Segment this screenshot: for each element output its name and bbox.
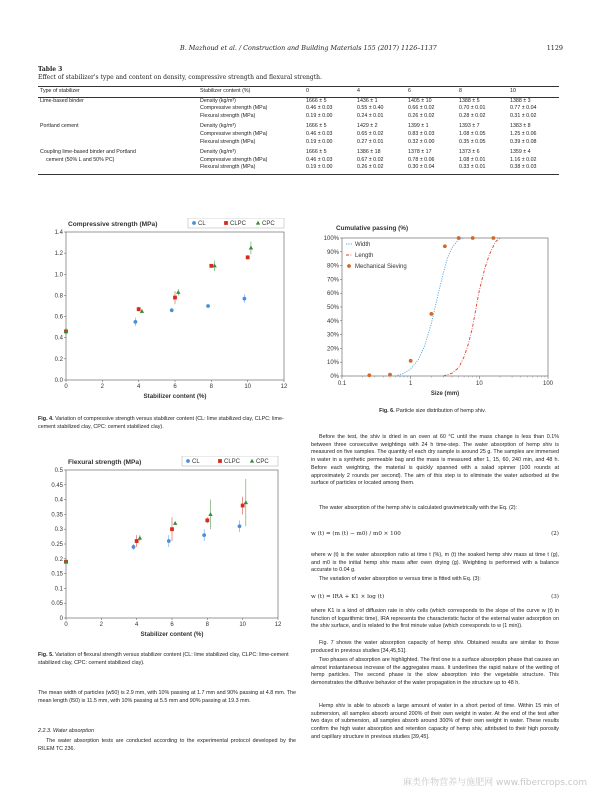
table-cell: 0.55 ± 0.40 xyxy=(357,105,384,112)
series-line xyxy=(395,238,464,376)
legend-label: CLPC xyxy=(224,459,241,466)
chart-title: Cumulative passing (%) xyxy=(336,225,409,232)
table-cell: 1386 ± 18 xyxy=(357,149,381,156)
y-tick-label: 40% xyxy=(326,318,339,325)
x-tick-label: 2 xyxy=(100,384,105,390)
data-point xyxy=(238,524,242,528)
column-header: Type of stabilizer xyxy=(38,87,198,98)
table-cell: Flexural strength (MPa) xyxy=(198,164,304,174)
legend-marker xyxy=(224,221,228,225)
table-cell: 0.33 ± 0.01 xyxy=(457,164,508,174)
table-cell: 1383 ± 8 xyxy=(510,123,531,130)
fig6-caption xyxy=(306,408,559,416)
x-tick-label: 0 xyxy=(64,622,68,628)
y-tick-label: 10% xyxy=(326,360,339,367)
y-tick-label: 20% xyxy=(326,346,339,353)
table-cell: Portland cement xyxy=(40,123,79,130)
y-tick-label: 50% xyxy=(326,305,339,311)
compressive-strength-chart xyxy=(34,218,296,408)
table-cell: 1436 ± 1 xyxy=(357,97,378,104)
data-point xyxy=(170,308,174,312)
table-cell xyxy=(38,105,198,113)
table-cell: Compressive strength (MPa) xyxy=(200,156,268,163)
table-cell: Flexural strength (MPa) xyxy=(200,138,256,145)
data-point xyxy=(249,246,253,250)
x-tick-label: 12 xyxy=(280,384,288,390)
chart-title: Compressive strength (MPa) xyxy=(68,221,158,228)
journal-citation: B. Mazhoud et al. / Construction and Building Materials 155 (2017) 1126–1137 xyxy=(180,44,437,52)
table-cell: 0.65 ± 0.02 xyxy=(357,130,384,137)
x-tick-label: 100 xyxy=(542,381,554,387)
y-tick-label: 0 xyxy=(59,616,63,622)
y-tick-label: 0.05 xyxy=(51,601,63,608)
table-cell: 1393 ± 7 xyxy=(459,123,480,130)
flexural-strength-chart xyxy=(28,456,296,646)
y-tick-label: 100% xyxy=(323,236,339,242)
table-caption xyxy=(38,66,322,82)
y-tick-label: 70% xyxy=(326,277,339,284)
x-tick-label: 10 xyxy=(239,622,247,628)
series-CL xyxy=(64,294,246,334)
table-cell: Density (kg/m³) xyxy=(200,97,236,104)
y-tick-label: 80% xyxy=(326,263,339,270)
chart-title: Flexural strength (MPa) xyxy=(68,459,142,466)
table-row xyxy=(38,131,559,139)
legend-label: Length xyxy=(355,253,374,259)
right-paragraph-3: where w (t) is the water absorption ratio at time t (%), m (t) the soaked hemp shiv mass at time t (g), and m0 is the initial hemp shiv mass after oven drying (g). Weighting is performed with a balance accurate to 0.04 g. xyxy=(311,552,559,574)
y-tick-label: 0.25 xyxy=(51,542,63,548)
table-body xyxy=(38,97,559,174)
legend-label: Width xyxy=(355,242,371,248)
section-heading: 2.2.3. Water absorption xyxy=(38,728,94,734)
column-header: 0 xyxy=(304,87,355,98)
series-CLPC xyxy=(64,497,244,564)
data-point xyxy=(206,304,210,308)
table-cell: 0.39 ± 0.08 xyxy=(510,138,537,145)
table-cell: 0.70 ± 0.01 xyxy=(459,105,486,112)
legend-label: Mechanical Sieving xyxy=(355,264,407,270)
data-point xyxy=(202,533,206,537)
column-header: 8 xyxy=(457,87,508,98)
table-row xyxy=(38,157,559,165)
data-point xyxy=(205,518,209,522)
data-point xyxy=(244,500,248,504)
data-point xyxy=(429,312,433,316)
table-cell: 0.35 ± 0.05 xyxy=(459,138,486,145)
data-point xyxy=(138,536,142,540)
data-point xyxy=(242,297,246,301)
column-header: 10 xyxy=(508,87,559,98)
series-CPC xyxy=(64,242,253,335)
table-cell xyxy=(38,113,198,121)
y-tick-label: 0.1 xyxy=(54,586,63,593)
table-cell: 0.26 ± 0.02 xyxy=(408,112,435,119)
fig4-label: Fig. 4. xyxy=(38,416,54,422)
table-cell: 0.66 ± 0.02 xyxy=(408,105,435,112)
table-cell: 1388 ± 5 xyxy=(459,97,480,104)
series-CPC xyxy=(64,479,248,563)
table-cell: 0.19 ± 0.00 xyxy=(306,138,333,145)
table-cell: 1405 ± 10 xyxy=(408,97,432,104)
y-tick-label: 0.5 xyxy=(54,468,63,474)
table-cell: 1.08 ± 0.01 xyxy=(459,156,486,163)
watermark: 麻类作物营养与施肥网 www.fibercrops.com xyxy=(403,778,587,788)
data-point xyxy=(241,504,245,508)
table-cell: 1378 ± 17 xyxy=(408,149,432,156)
x-tick-label: 8 xyxy=(205,622,210,628)
table-cell: 0.27 ± 0.01 xyxy=(357,138,384,145)
x-tick-label: 0 xyxy=(64,384,68,390)
table-cell: 0.31 ± 0.02 xyxy=(510,112,537,119)
left-paragraph-1: The mean width of particles (w50) is 2.9 mm, with 10% passing at 1.7 mm and 90% passing at 4.8 mm. The mean length (l50) is 11.5 mm, with 10% passing at 5.5 mm and 90% passing at 19.3 mm. xyxy=(38,690,296,704)
right-paragraph-6: Fig. 7 shows the water absorption capacity of hemp shiv. Obtained results are similar to those produced in previous studies [34,45,51]. xyxy=(311,640,559,654)
table-cell: 0.46 ± 0.03 xyxy=(306,156,333,163)
series-CL xyxy=(64,520,241,563)
x-tick-label: 4 xyxy=(136,384,141,390)
table-cell: 0.78 ± 0.06 xyxy=(408,156,435,163)
table-cell: 0.77 ± 0.04 xyxy=(510,105,537,112)
y-tick-label: 60% xyxy=(326,291,339,298)
data-point xyxy=(409,359,413,363)
table-cell: 0.28 ± 0.02 xyxy=(459,112,486,119)
legend-marker xyxy=(186,459,190,463)
fig5-label: Fig. 5. xyxy=(38,652,54,658)
table-cell: 0.30 ± 0.04 xyxy=(406,164,457,174)
table-cell: 0.26 ± 0.02 xyxy=(355,164,406,174)
page-number: 1129 xyxy=(546,44,563,52)
table-cell: 1373 ± 6 xyxy=(459,149,480,156)
data-point xyxy=(457,236,461,240)
table-cell: 1.08 ± 0.05 xyxy=(459,130,486,137)
table-cell: Compressive strength (MPa) xyxy=(200,105,268,112)
table-row xyxy=(38,105,559,113)
table-cell: Flexural strength (MPa) xyxy=(200,112,256,119)
y-tick-label: 0.2 xyxy=(54,556,63,563)
table-cell: 1359 ± 4 xyxy=(510,149,531,156)
y-tick-label: 0.2 xyxy=(54,356,63,363)
x-tick-label: 10 xyxy=(475,381,483,387)
x-tick-label: 0.1 xyxy=(337,381,347,387)
y-tick-label: 30% xyxy=(326,332,339,339)
table-cell: 0.46 ± 0.03 xyxy=(306,105,333,112)
fig6-caption-text: Particle size distribution of hemp shiv. xyxy=(396,408,486,414)
y-tick-label: 1.2 xyxy=(54,251,63,258)
x-tick-label: 1 xyxy=(408,381,413,387)
data-table xyxy=(38,86,559,175)
y-tick-label: 0.4 xyxy=(54,335,63,342)
data-point xyxy=(133,320,137,324)
data-point xyxy=(388,373,392,377)
y-tick-label: 0.0 xyxy=(54,378,63,384)
column-header: 6 xyxy=(406,87,457,98)
left-paragraph-2: The water absorption tests are conducted according to the experimental protocol developed by the RILEM TC 236. xyxy=(38,738,296,752)
data-point xyxy=(167,539,171,543)
equation-2-number: (2) xyxy=(551,531,559,537)
right-paragraph-8: Hemp shiv is able to absorb a large amount of water in a short period of time. Within 15 min of submersion, all samples absorb around 200% of their own weight in water. At the end of the test after two days of submersion, all samples absorb around 300% of their own weight in water. These results confirm the high water absorption and retention capacity of hemp shiv, attributed to their high porosity and capillary structure in previous studies [39,45]. xyxy=(311,703,559,740)
table-row xyxy=(38,139,559,147)
y-tick-label: 90% xyxy=(326,249,339,256)
x-tick-label: 10 xyxy=(244,384,252,390)
data-point xyxy=(208,512,212,516)
fig4-caption xyxy=(38,416,296,431)
series-CLPC xyxy=(64,255,249,334)
fig6-label: Fig. 6. xyxy=(379,408,395,414)
table-cell: 1666 ± 5 xyxy=(306,97,327,104)
table-row xyxy=(38,120,559,131)
table-cell xyxy=(38,139,198,147)
table-cell: Density (kg/m³) xyxy=(200,149,236,156)
y-tick-label: 1.4 xyxy=(54,230,63,236)
data-point xyxy=(173,296,177,300)
x-tick-label: 4 xyxy=(134,622,139,628)
table-cell: 0.83 ± 0.03 xyxy=(408,130,435,137)
table-cell: Density (kg/m³) xyxy=(200,123,236,130)
x-axis-label: Stabilizer content (%) xyxy=(140,631,204,638)
y-tick-label: 0.35 xyxy=(51,512,63,519)
equation-2-text: w (t) = (m (t) − m0) / m0 × 100 xyxy=(311,531,401,537)
y-tick-label: 0.4 xyxy=(54,497,63,504)
y-tick-label: 0.15 xyxy=(51,571,63,578)
x-tick-label: 6 xyxy=(173,384,177,390)
legend-label: CLPC xyxy=(230,221,247,228)
particle-size-chart xyxy=(306,218,564,408)
x-tick-label: 6 xyxy=(170,622,174,628)
x-tick-label: 12 xyxy=(274,622,282,628)
table-cell: 1399 ± 1 xyxy=(408,123,429,130)
table-cell: 0.19 ± 0.00 xyxy=(304,164,355,174)
plot-frame xyxy=(66,232,284,380)
legend-label: CL xyxy=(192,459,200,466)
y-tick-label: 0.8 xyxy=(54,293,63,300)
right-paragraph-4: The variation of water absorption w versus time is fitted with Eq. (3): xyxy=(319,576,481,582)
table-cell: 1.16 ± 0.02 xyxy=(510,156,537,163)
data-point xyxy=(367,373,371,377)
table-cell: 0.24 ± 0.01 xyxy=(357,112,384,119)
data-point xyxy=(135,539,139,543)
table-cell: 0.19 ± 0.00 xyxy=(306,112,333,119)
data-point xyxy=(471,236,475,240)
y-tick-label: 0% xyxy=(330,374,339,380)
column-header: Stabilizer content (%) xyxy=(198,87,304,98)
table-header-row xyxy=(38,87,559,98)
table-caption-text: Effect of stabilizer's type and content on density, compressive strength and flexural strength. xyxy=(38,74,322,81)
legend-label: CPC xyxy=(256,459,269,466)
series-line xyxy=(443,238,500,376)
x-tick-label: 8 xyxy=(209,384,214,390)
legend-marker xyxy=(218,459,222,463)
table-cell xyxy=(38,164,198,174)
table-cell: 1666 ± 5 xyxy=(306,123,327,130)
table-cell: Lime-based binder xyxy=(40,97,84,104)
right-paragraph-7: Two phases of absorption are highlighted. The first one is a surface absorption phase that causes an almost instantaneous increase of the aggregates mass. It underlines the rapid nature of the wetting of hemp particles. The second phase is the slow absorption into the vegetable structure. This demonstrates the diffusive behavior of the water propagation in the structure up to 48 h. xyxy=(311,657,559,687)
y-tick-label: 0.45 xyxy=(51,482,63,489)
data-point xyxy=(170,527,174,531)
table-cell: 1666 ± 5 xyxy=(306,149,327,156)
table-cell: 1388 ± 3 xyxy=(510,97,531,104)
equation-2 xyxy=(311,531,559,537)
column-header: 4 xyxy=(355,87,406,98)
x-axis-label: Size (mm) xyxy=(430,391,460,397)
right-paragraph-2: The water absorption of the hemp shiv is calculated gravimetrically with the Eq. (2): xyxy=(319,505,518,511)
legend-label: CL xyxy=(198,221,206,228)
series-mechanical-sieving xyxy=(367,236,495,377)
plot-frame xyxy=(66,470,278,618)
data-point xyxy=(491,236,495,240)
data-point xyxy=(173,521,177,525)
fig4-caption-text: Variation of compressive strength versus stabilizer content (CL: lime stabilized clay, CLPC: lime-cement stabilized clay, CPC: cement stabilized clay). xyxy=(38,416,284,430)
table-cell: 0.46 ± 0.03 xyxy=(306,130,333,137)
table-cell: 0.38 ± 0.03 xyxy=(508,164,559,174)
data-point xyxy=(443,244,447,248)
table-row xyxy=(38,113,559,121)
series-width xyxy=(395,238,464,376)
right-paragraph-5: where K1 is a kind of diffusion rate in shiv cells (which corresponds to the slope of the curve w (t) in function of logarithmic time), IRA represents the characteristic factor of the external water adsorption on the shiv surface, and is related to the first minute value (which corresponds to w (1 min)). xyxy=(311,608,559,630)
table-cell: Compressive strength (MPa) xyxy=(200,130,268,137)
legend-label: CPC xyxy=(262,221,275,228)
legend-marker xyxy=(192,221,196,225)
table-cell: 0.32 ± 0.00 xyxy=(408,138,435,145)
table-cell: 1.25 ± 0.06 xyxy=(510,130,537,137)
data-point xyxy=(132,545,136,549)
data-point xyxy=(137,307,141,311)
table-cell: cement (50% L and 50% PC) xyxy=(46,156,115,163)
y-tick-label: 0.6 xyxy=(54,314,63,321)
equation-3 xyxy=(311,594,559,600)
data-point xyxy=(246,255,250,259)
fig5-caption-text: Variation of flexural strength versus stabilizer content (CL: lime stabilized clay, CLPC: lime-cement stabilized clay, CPC: cement stabilized clay). xyxy=(38,652,289,666)
data-point xyxy=(176,290,180,294)
x-axis-label: Stabilizer content (%) xyxy=(143,393,207,400)
fig5-caption xyxy=(38,652,296,667)
table-cell xyxy=(38,131,198,139)
table-cell: 0.67 ± 0.02 xyxy=(357,156,384,163)
table-cell: Coupling lime-based binder and Portland xyxy=(40,149,136,156)
y-tick-label: 0.3 xyxy=(54,527,63,534)
table-label: Table 3 xyxy=(38,66,63,73)
table-row xyxy=(38,146,559,157)
table-cell: 1429 ± 2 xyxy=(357,123,378,130)
y-tick-label: 1.0 xyxy=(54,272,63,279)
table-row xyxy=(38,97,559,105)
equation-3-text: w (t) = IRA + K1 × log (t) xyxy=(311,594,385,600)
legend-marker xyxy=(347,264,351,268)
equation-3-number: (3) xyxy=(551,594,559,600)
right-paragraph-1: Before the test, the shiv is dried in an oven at 60 °C until the mass change is less than 0.1% between three consecutive weightings with 24 h time-step. The water absorption of hemp shiv is measured on five samples. The quantity of each dry sample is around 25 g. The samples are immersed in water in a synthetic permeable bag and the mass is measured after 1, 15, 60, 240 min, and 48 h. Before each weighting, the material is quickly spanned with a salad spinner (100 rounds at approximately 2 rounds per second). The aim of this step is to eliminate the water adsorbed at the surface of particles or located among them. xyxy=(311,434,559,487)
table-row xyxy=(38,164,559,174)
series-length xyxy=(443,238,500,376)
x-tick-label: 2 xyxy=(99,622,104,628)
